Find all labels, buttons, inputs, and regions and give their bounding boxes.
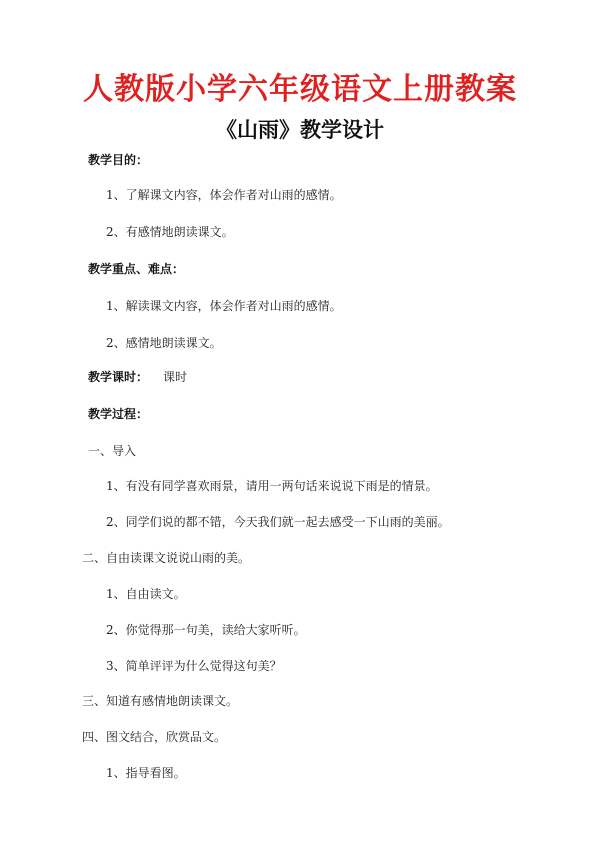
process-step-2-2: 2、你觉得那一句美，读给大家听听。 [106, 623, 306, 637]
process-step-4-1: 1、指导看图。 [106, 766, 186, 780]
process-step-3: 三、知道有感情地朗读课文。 [82, 694, 239, 708]
goal-item-1: 1、了解课文内容，体会作者对山雨的感情。 [106, 188, 342, 202]
goal-item-2: 2、有感情地朗读课文。 [106, 225, 234, 239]
document-title: 人教版小学六年级语文上册教案 [83, 72, 517, 107]
process-heading: 教学过程： [88, 407, 149, 421]
process-step-2-1: 1、自由读文。 [106, 587, 186, 601]
process-step-2: 二、自由读课文说说山雨的美。 [82, 551, 251, 565]
process-step-1-2: 2、同学们说的都不错，今天我们就一起去感受一下山雨的美丽。 [106, 515, 450, 529]
process-step-1-1: 1、有没有同学喜欢雨景，请用一两句话来说说下雨是的情景。 [106, 479, 438, 493]
process-step-1: 一、导入 [88, 444, 137, 458]
class-hours-value: 课时 [163, 370, 188, 384]
key-point-2: 2、感情地朗读课文。 [106, 336, 222, 350]
goals-heading: 教学目的： [88, 153, 149, 167]
document-subtitle: 《山雨》教学设计 [216, 118, 384, 142]
process-step-2-3: 3、简单评评为什么觉得这句美？ [106, 659, 282, 673]
process-step-4: 四、图文结合，欣赏品文。 [82, 730, 227, 744]
class-hours-heading: 教学课时： [88, 370, 149, 384]
key-point-1: 1、解读课文内容，体会作者对山雨的感情。 [106, 299, 342, 313]
key-points-heading: 教学重点、难点： [88, 262, 185, 276]
